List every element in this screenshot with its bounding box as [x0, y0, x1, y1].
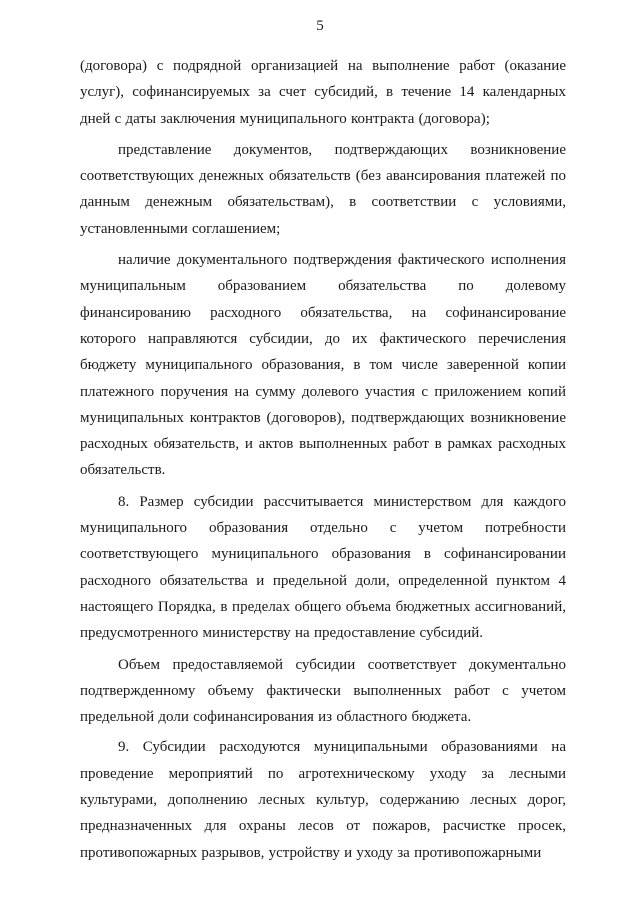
document-body — [80, 53, 566, 866]
paragraph-item-8-subsidy-size: 8. Размер субсидии рассчитывается министерством для каждого муниципального образования отдельно с учетом потребности соответствующего муниципального образования в софинансировании расходного обязательства и предельной доли, определенной пунктом 4 настоящего Порядка, в пределах общего объема бюджетных ассигнований, предусмотренного министерству на предоставление субсидий. — [80, 493, 566, 642]
paragraph-contract-deadline: (договора) с подрядной организацией на выполнение работ (оказание услуг), софинансируемых за счет субсидий, в течение 14 календарных дней с даты заключения муниципального контракта (договора); — [80, 58, 566, 127]
page-number: 5 — [316, 18, 324, 34]
paragraph-item-9-subsidy-use: 9. Субсидии расходуются муниципальными образованиями на проведение мероприятий по агротехническому уходу за лесными культурами, дополнению лесных культур, содержанию лесных дорог, предназначенных для охраны лесов от пожаров, расчистке просек, противопожарных разрывов, устройству и уходу за противопожарными — [80, 739, 566, 861]
paragraph-documents-submission: представление документов, подтверждающих возникновение соответствующих денежных обязательств (без авансирования платежей по данным денежным обязательствам), в соответствии с условиями, установленными соглашением; — [80, 141, 566, 237]
paragraph-subsidy-volume: Объем предоставляемой субсидии соответствует документально подтвержденному объему фактически выполненных работ с учетом предельной доли софинансирования из областного бюджета. — [80, 656, 566, 726]
paragraph-cofinancing-confirmation: наличие документального подтверждения фактического исполнения муниципальным образованием обязательства по долевому финансированию расходного обязательства, на софинансирование которого направляются субсидии, до их фактического перечисления бюджету муниципального образования, в том числе заверенной копии платежного поручения на сумму долевого участия с приложением копий муниципальных контрактов (договоров), подтверждающих возникновение расходных обязательств, и актов выполненных работ в рамках расходных обязательств. — [80, 252, 566, 479]
